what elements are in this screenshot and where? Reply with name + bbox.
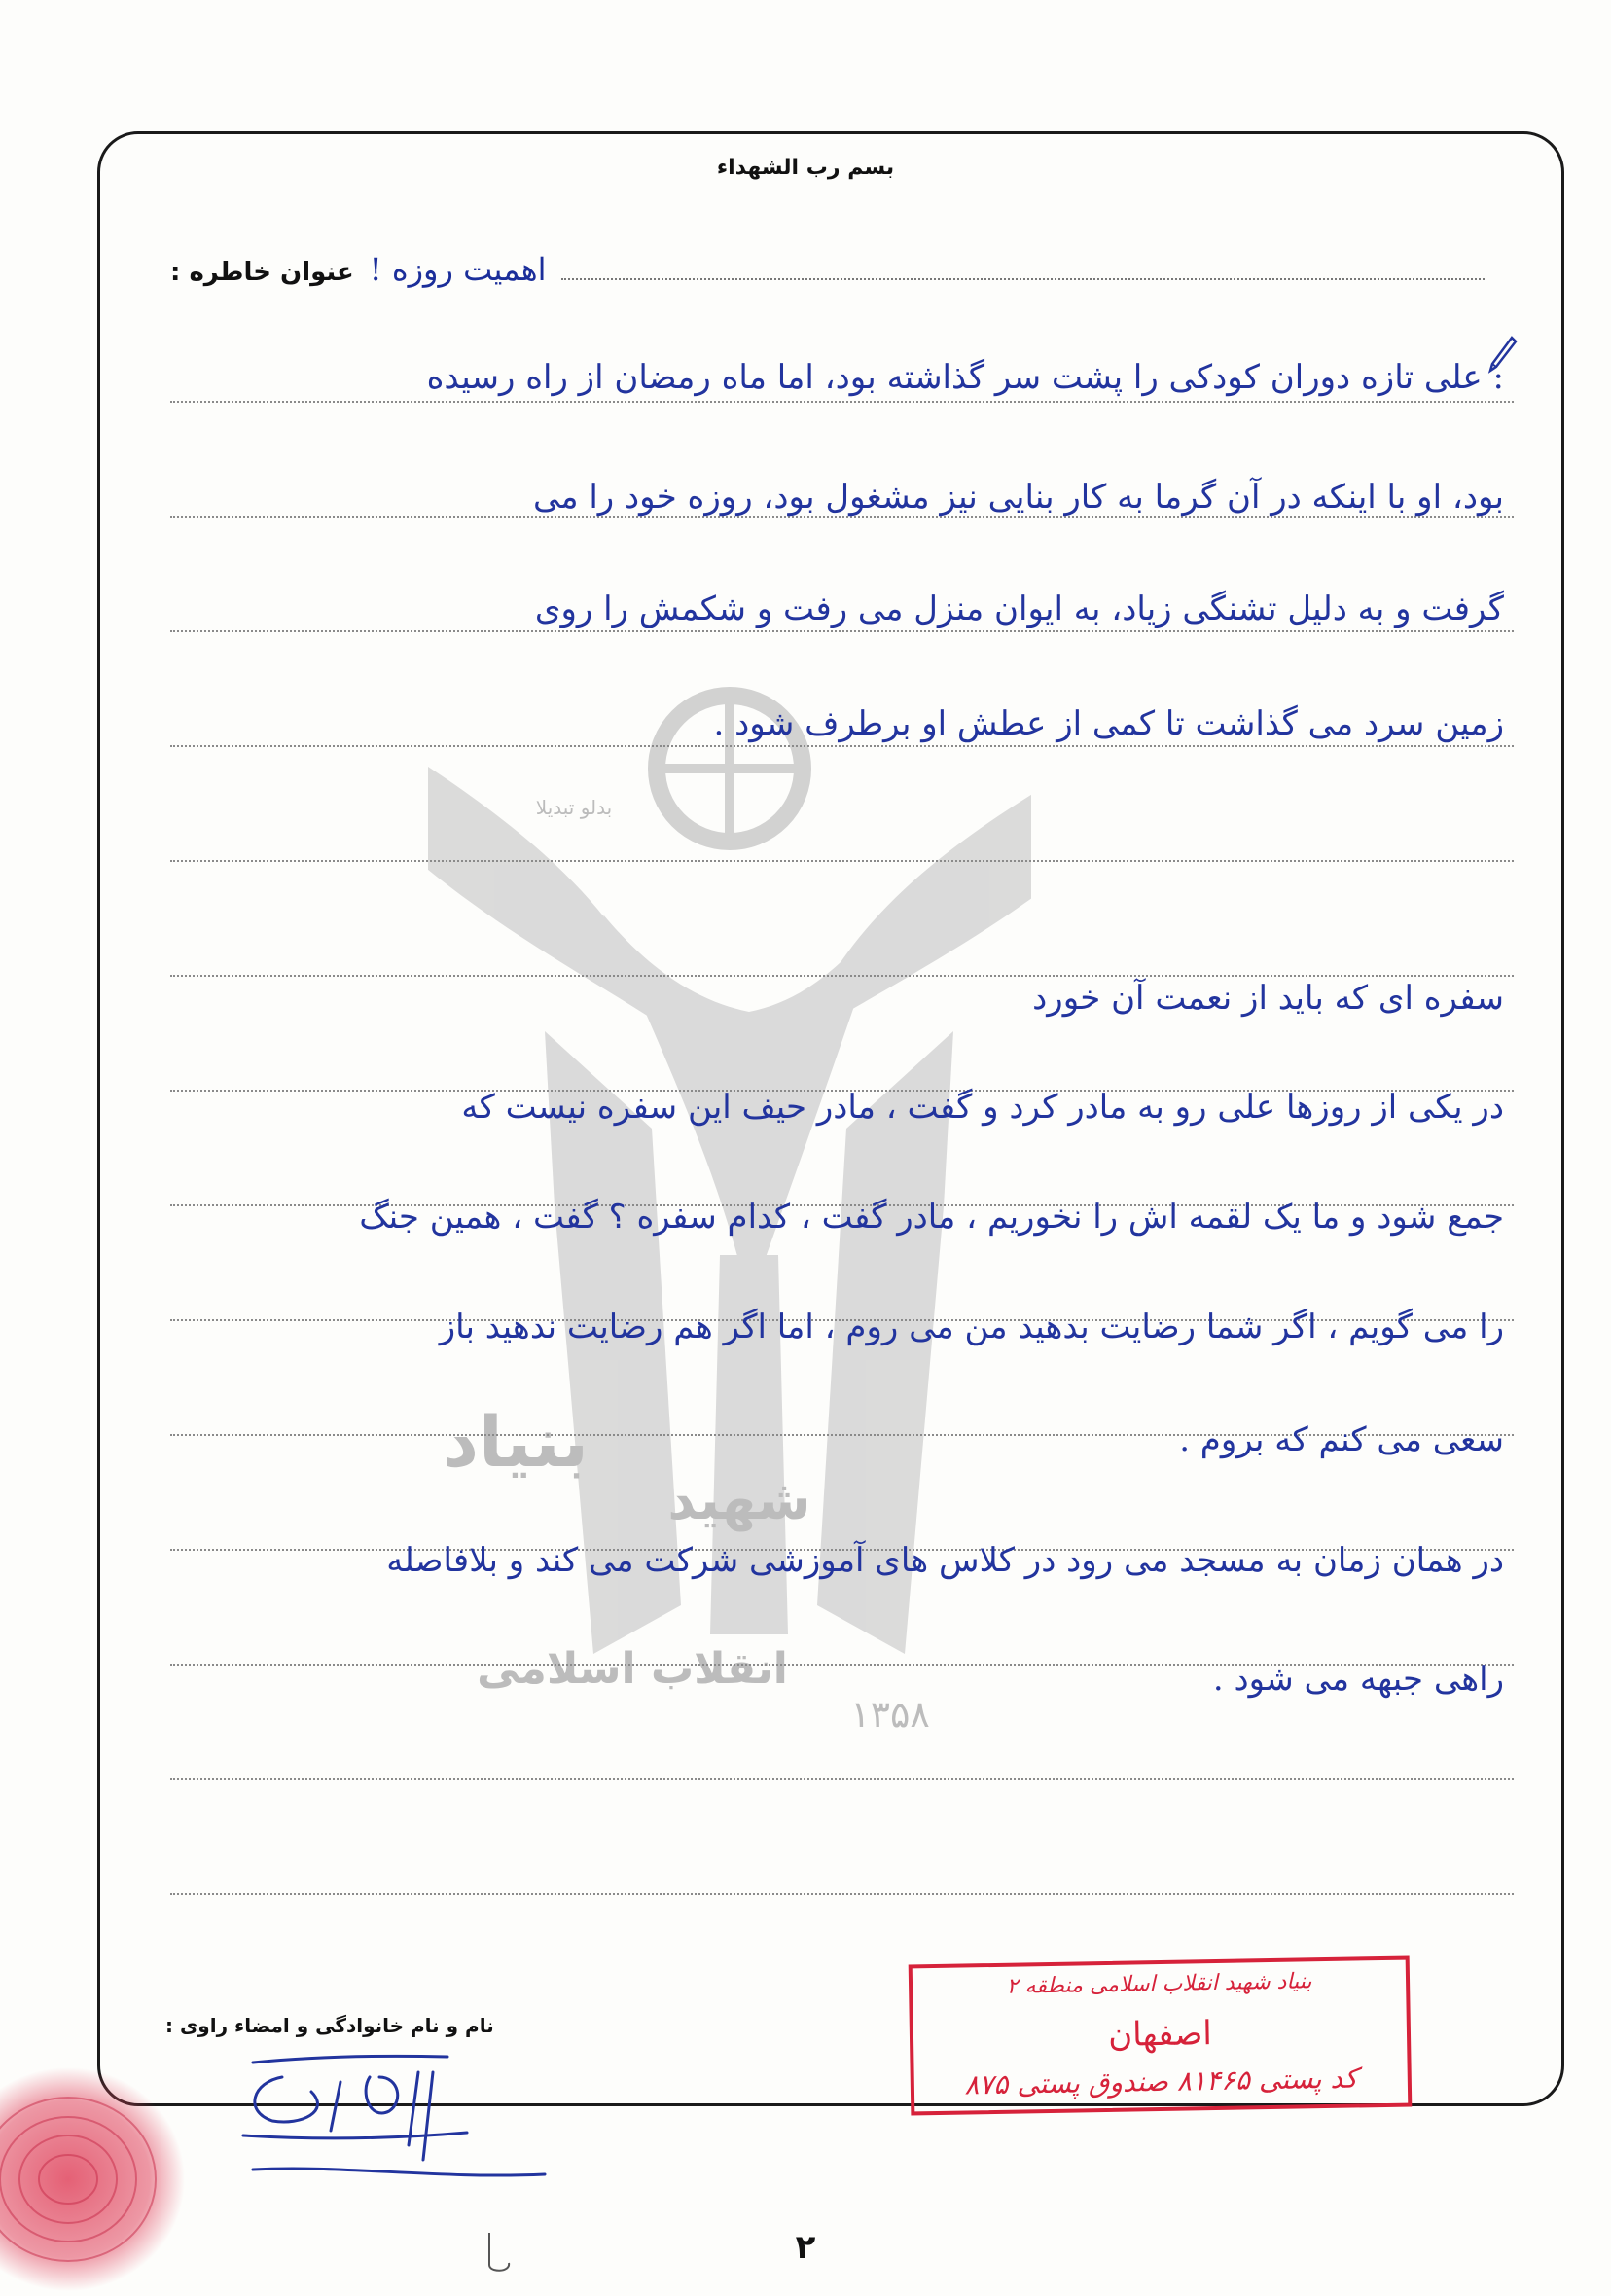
page-number: ۲: [795, 2228, 816, 2267]
emblem-name: بنیاد: [443, 1401, 589, 1483]
handwritten-line: را می گویم ، اگر شما رضایت بدهید من می روم ، اما اگر هم رضایت ندهید باز: [439, 1308, 1504, 1346]
handwritten-line: سعی می کنم که بروم .: [1179, 1420, 1504, 1459]
ruled-line: [170, 1778, 1514, 1780]
stamp-line-3: کد پستی ۸۱۴۶۵ صندوق پستی ۸۷۵: [963, 2062, 1358, 2101]
emblem-name-2: شهید: [667, 1469, 811, 1532]
memory-title-row: [170, 251, 1485, 288]
title-dotted-line: [561, 259, 1485, 280]
handwritten-line: گرفت و به دلیل تشنگی زیاد، به ایوان منزل می رفت و شکمش را روی: [534, 590, 1504, 628]
stamp-line-2: اصفهان: [1107, 2014, 1213, 2055]
narrator-signature: [224, 2053, 574, 2199]
ruled-line: [170, 860, 1514, 862]
narrator-signature-label: نام و نام خانوادگی و امضاء راوی :: [165, 2014, 494, 2037]
handwritten-line: : علی تازه دوران کودکی را پشت سر گذاشته بود، اما ماه رمضان از راه رسیده: [426, 358, 1504, 397]
memory-title-label: عنوان خاطره :: [170, 258, 354, 287]
emblem-subtitle: انقلاب اسلامی: [477, 1644, 788, 1694]
stamp-line-1: بنیاد شهید انقلاب اسلامی منطقه ۲: [1006, 1969, 1312, 1999]
official-stamp: [909, 1956, 1413, 2116]
handwritten-line: زمین سرد می گذاشت تا کمی از عطش او برطرف شود .: [713, 704, 1504, 743]
handwritten-line: جمع شود و ما یک لقمه اش را نخوریم ، مادر گفت ، کدام سفره ؟ گفت ، همین جنگ: [359, 1198, 1504, 1237]
memory-title-value: اهمیت روزه !: [369, 251, 547, 288]
page-header-title: بسم رب الشهداء: [716, 156, 895, 180]
handwritten-line: در یکی از روزها علی رو به مادر کرد و گفت ، مادر حیف این سفره نیست که: [461, 1088, 1504, 1127]
emblem-slogan: بدلو تبدیلا: [535, 796, 613, 819]
handwritten-line: راهی جبهه می شود .: [1212, 1660, 1504, 1699]
ruled-line: [170, 1893, 1514, 1895]
handwritten-line: در همان زمان به مسجد می رود در کلاس های آموزشی شرکت می کند و بلافاصله: [386, 1541, 1504, 1580]
emblem-year: ۱۳۵۸: [850, 1693, 930, 1736]
handwritten-line: سفره ای که باید از نعمت آن خورد: [1032, 979, 1504, 1018]
handwritten-line: بود، او با اینکه در آن گرما به کار بنایی نیز مشغول بود، روزه خود را می: [532, 478, 1504, 517]
